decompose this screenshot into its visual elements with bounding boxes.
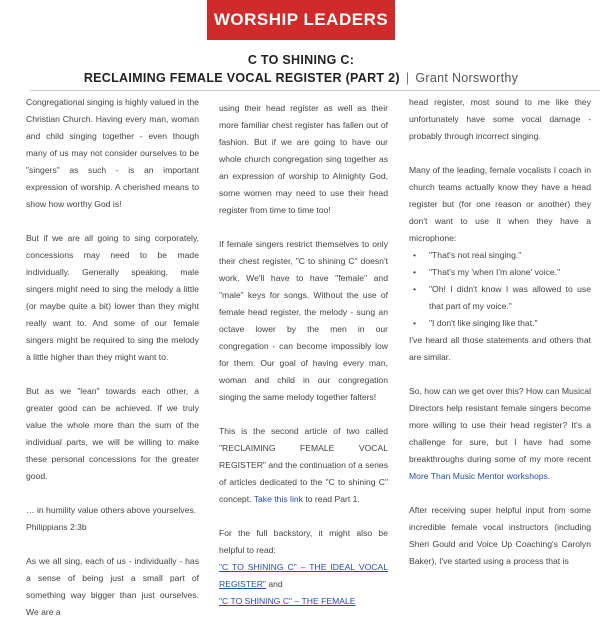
paragraph-text: So, how can we get over this? How can Musical Directors help resistant female singers become more willing to use their head register? It's a challenge for sure, but I have had some breakthroughs during some of my more recent: [409, 386, 591, 464]
paragraph-text: and: [268, 579, 283, 589]
quote-reference: Philippians 2:3b: [26, 522, 87, 532]
paragraph: After receiving super helpful input from some incredible female vocal instructors (including Sheri Gould and Voice Up Coaching's Carolyn Baker), I've started using a process that is: [409, 505, 591, 566]
paragraph-text: to read Part 1.: [305, 494, 360, 504]
column-2: [219, 100, 388, 627]
paragraph: I've heard all those statements and others that are similar.: [409, 335, 591, 362]
paragraph: As we all sing, each of us - individually - has a sense of being just a small part of something way bigger than just ourselves. We are a: [26, 556, 199, 617]
ideal-vocal-register-link[interactable]: "C TO SHINING C" – THE IDEAL VOCAL REGISTER": [219, 562, 388, 589]
paragraph: [409, 383, 591, 485]
paragraph: If female singers restrict themselves to only their chest register, "C to shining C" doesn't work. We'll have to have "female" and "male" keys for songs. Without the use of female head register, the melody - sung an octave lower by the men in our congregation - can become impossibly low for them. Our goal of having every man, woman and child in our congregation singing the same melody together falters!: [219, 239, 388, 402]
mentor-workshops-link[interactable]: More Than Music Mentor workshops.: [409, 471, 551, 481]
paragraph: Congregational singing is highly valued in the Christian Church. Having every man, woman and child singing together - even though many of us may not consider ourselves to be "singers" as such - is an important expression of worship. A cherished means to show how worthy God is!: [26, 97, 199, 209]
column-1: [26, 94, 199, 638]
title-divider: [30, 90, 600, 91]
title-separator: |: [405, 71, 410, 85]
paragraph: head register, most sound to me like they unfortunately have some vocal damage - probably through incorrect singing.: [409, 97, 591, 141]
list-item: • "I don't like singing like that.": [409, 315, 591, 332]
paragraph: But if we are all going to sing corporately, concessions may need to be made individually. Generally speaking, male singers might need to sing the melody a little (or maybe quite a bit) lower than they might really want to. And some of our female singers might be required to sing the melody a little higher than they might want to.: [26, 233, 199, 362]
column-3: [409, 94, 591, 587]
paragraph-text: For the full backstory, it might also be helpful to read:: [219, 528, 388, 555]
article-subtitle: [0, 71, 602, 85]
list-item: • "Oh! I didn't know I was allowed to use that part of my voice.": [409, 281, 591, 315]
paragraph: But as we "lean" towards each other, a greater good can be achieved. If we truly value the whole more than the sum of the individual parts, we will be willing to make these personal concessions for the greater good.: [26, 386, 199, 481]
list-item: • "That's not real singing.": [409, 247, 591, 264]
list-item: • "That's my 'when I'm alone' voice.": [409, 264, 591, 281]
quote-text: … in humility value others above yourselves.: [26, 505, 197, 515]
paragraph: [219, 423, 388, 508]
paragraph-text: This is the second article of two called "RECLAIMING FEMALE VOCAL REGISTER" and the continuation of a series of articles dedicated to the "C to shining C" concept.: [219, 426, 388, 504]
article-title: C TO SHINING C:: [247, 53, 355, 67]
female-article-link[interactable]: "C TO SHINING C" – THE FEMALE: [219, 596, 356, 606]
section-banner: WORSHIP LEADERS: [207, 0, 395, 40]
subtitle-text: RECLAIMING FEMALE VOCAL REGISTER (PART 2): [83, 71, 400, 85]
paragraph: using their head register as well as their more familiar chest register has fallen out of fashion. But if we are going to have our whole church congregation sing together as an expression of worship to Almighty God, some women may need to use their head register from time to time too!: [219, 103, 388, 215]
paragraph: Many of the leading, female vocalists I coach in church teams actually know they have a head register but (for one reason or another) they don't want to use it when they have a microphone:: [409, 165, 591, 243]
author-name: Grant Norsworthy: [415, 71, 519, 85]
part1-link[interactable]: Take this link: [253, 494, 303, 504]
scripture-quote: [26, 502, 199, 536]
quote-list: [409, 247, 591, 332]
paragraph: [219, 525, 388, 610]
